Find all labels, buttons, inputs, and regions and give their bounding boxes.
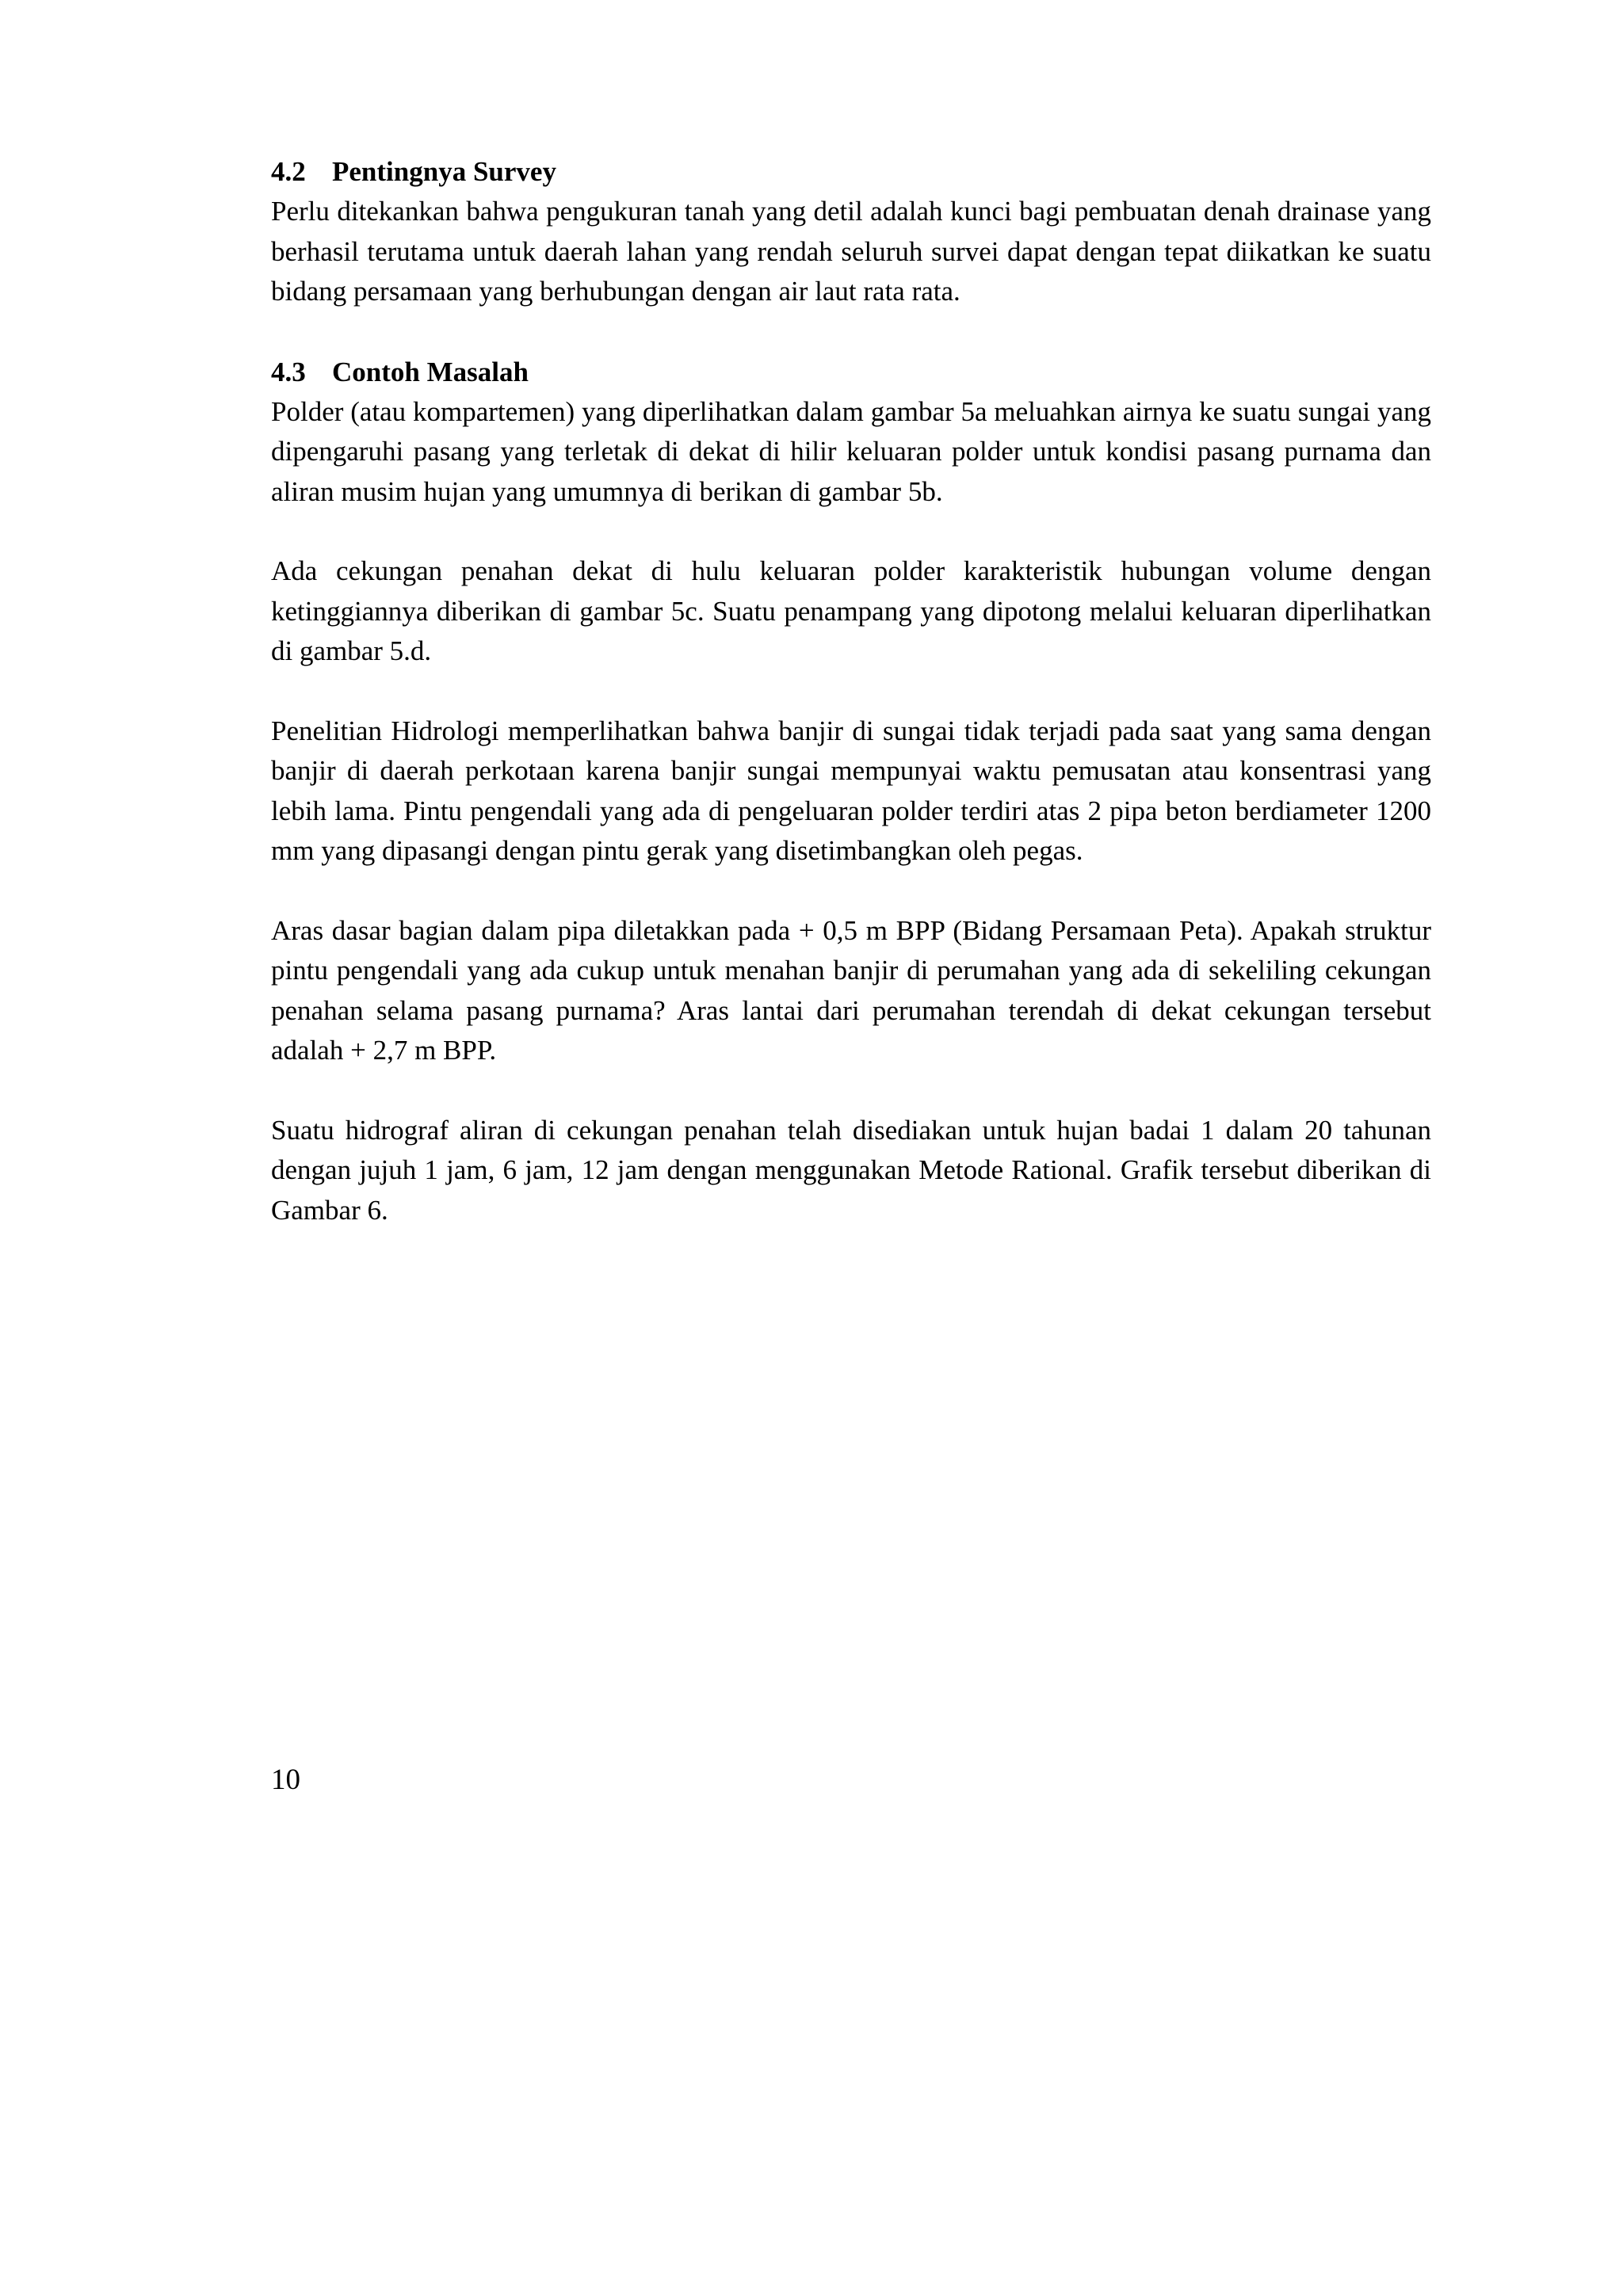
document-body: [271, 152, 1431, 1230]
section-title: Pentingnya Survey: [332, 156, 556, 187]
paragraph: Ada cekungan penahan dekat di hulu keluaran polder karakteristik hubungan volume dengan ketinggiannya diberikan di gambar 5c. Suatu penampang yang dipotong melalui keluaran diperlihatkan di gambar 5.d.: [271, 555, 1431, 666]
paragraph: Perlu ditekankan bahwa pengukuran tanah yang detil adalah kunci bagi pembuatan denah drainase yang berhasil terutama untuk daerah lahan yang rendah seluruh survei dapat dengan tepat diikatkan ke suatu bidang persamaan yang berhubungan dengan air laut rata rata.: [271, 196, 1431, 307]
spacer: [271, 312, 1431, 353]
spacer: [271, 1071, 1431, 1111]
page-number: 10: [271, 1764, 300, 1796]
section-number: 4.2: [271, 156, 306, 187]
section-number: 4.3: [271, 356, 306, 387]
paragraph: Penelitian Hidrologi memperlihatkan bahwa banjir di sungai tidak terjadi pada saat yang sama dengan banjir di daerah perkotaan karena banjir sungai mempunyai waktu pemusatan atau konsentrasi yang lebih lama. Pintu pengendali yang ada di pengeluaran polder terdiri atas 2 pipa beton berdiameter 1200 mm yang dipasangi dengan pintu gerak yang disetimbangkan oleh pegas.: [271, 715, 1431, 866]
spacer: [271, 672, 1431, 711]
paragraph: Polder (atau kompartemen) yang diperlihatkan dalam gambar 5a meluahkan airnya ke suatu sungai yang dipengaruhi pasang yang terletak di dekat di hilir keluaran polder untuk kondisi pasang purnama dan aliran musim hujan yang umumnya di berikan di gambar 5b.: [271, 395, 1431, 507]
spacer: [271, 512, 1431, 551]
paragraph: Suatu hidrograf aliran di cekungan penahan telah disediakan untuk hujan badai 1 dalam 20 tahunan dengan jujuh 1 jam, 6 jam, 12 jam dengan menggunakan Metode Rational. Grafik tersebut diberikan di Gambar 6.: [271, 1114, 1431, 1226]
spacer: [271, 871, 1431, 911]
section-heading-4-2: [271, 152, 1431, 192]
section-title: Contoh Masalah: [332, 356, 529, 387]
paragraph: Aras dasar bagian dalam pipa diletakkan pada + 0,5 m BPP (Bidang Persamaan Peta). Apakah struktur pintu pengendali yang ada cukup untuk menahan banjir di perumahan yang ada di sekeliling cekungan penahan selama pasang purnama? Aras lantai dari perumahan terendah di dekat cekungan tersebut adalah + 2,7 m BPP.: [271, 914, 1431, 1066]
section-heading-4-3: [271, 353, 1431, 392]
